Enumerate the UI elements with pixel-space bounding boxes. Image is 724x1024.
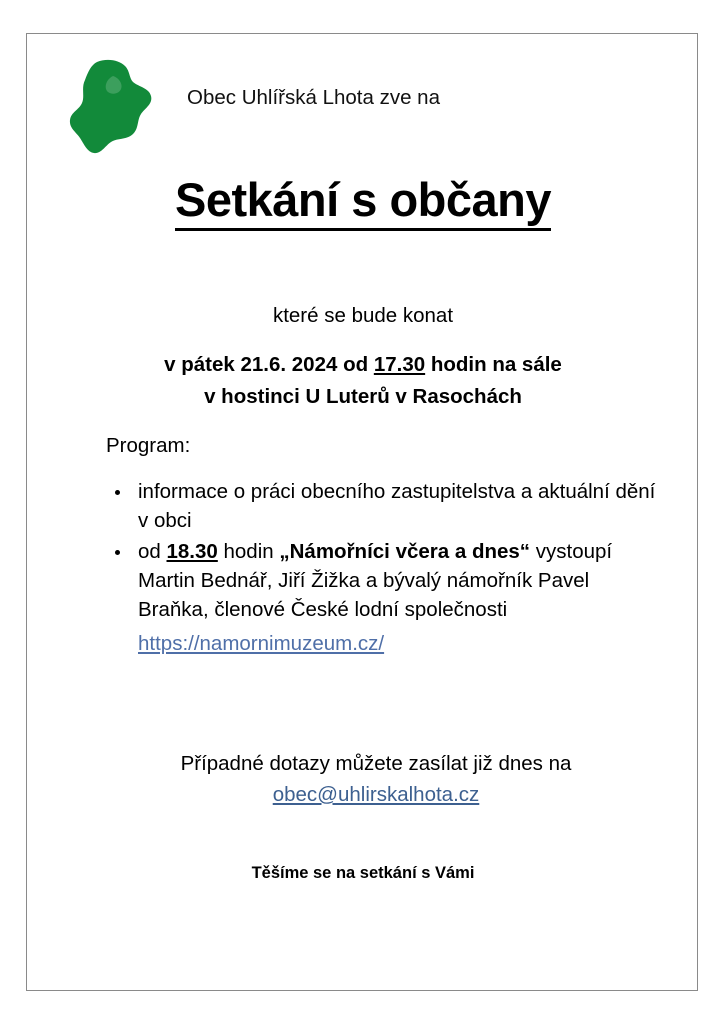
program-label: Program: (106, 434, 191, 457)
program-list (106, 477, 662, 660)
list-item (132, 537, 662, 657)
contact-block (106, 749, 646, 811)
page-title (27, 172, 699, 227)
contact-text: Případné dotazy můžete zasílat již dnes na (180, 752, 572, 775)
event-time: 17.30 (373, 353, 426, 376)
contact-email-link[interactable]: obec@uhlirskalhota.cz (272, 782, 480, 806)
poster-sheet (26, 33, 698, 991)
invitation-header: Obec Uhlířská Lhota zve na (187, 86, 440, 109)
subtitle-line: které se bude konat (272, 304, 454, 327)
program-item-2-prefix: od (138, 540, 167, 564)
event-datetime (27, 349, 699, 413)
program-item-2-mid: hodin (217, 540, 280, 564)
program-item-2-title: „Námořníci včera a dnes“ (279, 540, 531, 564)
event-place-suffix: hodin na sále (425, 353, 562, 376)
program-item-2-rest: vystoupí Martin Bednář, Jiří Žižka a bývalý námořník Pavel Braňka, členové České lodní společnosti (138, 540, 613, 622)
village-coat-of-arms-shape-icon (67, 58, 159, 163)
namorni-muzeum-link[interactable]: https://namornimuzeum.cz/ (138, 631, 385, 655)
event-datetime-line2: v hostinci U Luterů v Rasochách (204, 384, 522, 408)
event-datetime-line1 (27, 349, 699, 381)
event-date-prefix: v pátek 21.6. 2024 od (164, 353, 374, 376)
page-title-text: Setkání s občany (175, 173, 551, 231)
program-item-2-time: 18.30 (166, 540, 218, 564)
closing-line: Těšíme se na setkání s Vámi (251, 864, 475, 882)
list-item (132, 477, 662, 535)
program-item-1-text: informace o práci obecního zastupitelstva a aktuální dění v obci (138, 480, 656, 533)
